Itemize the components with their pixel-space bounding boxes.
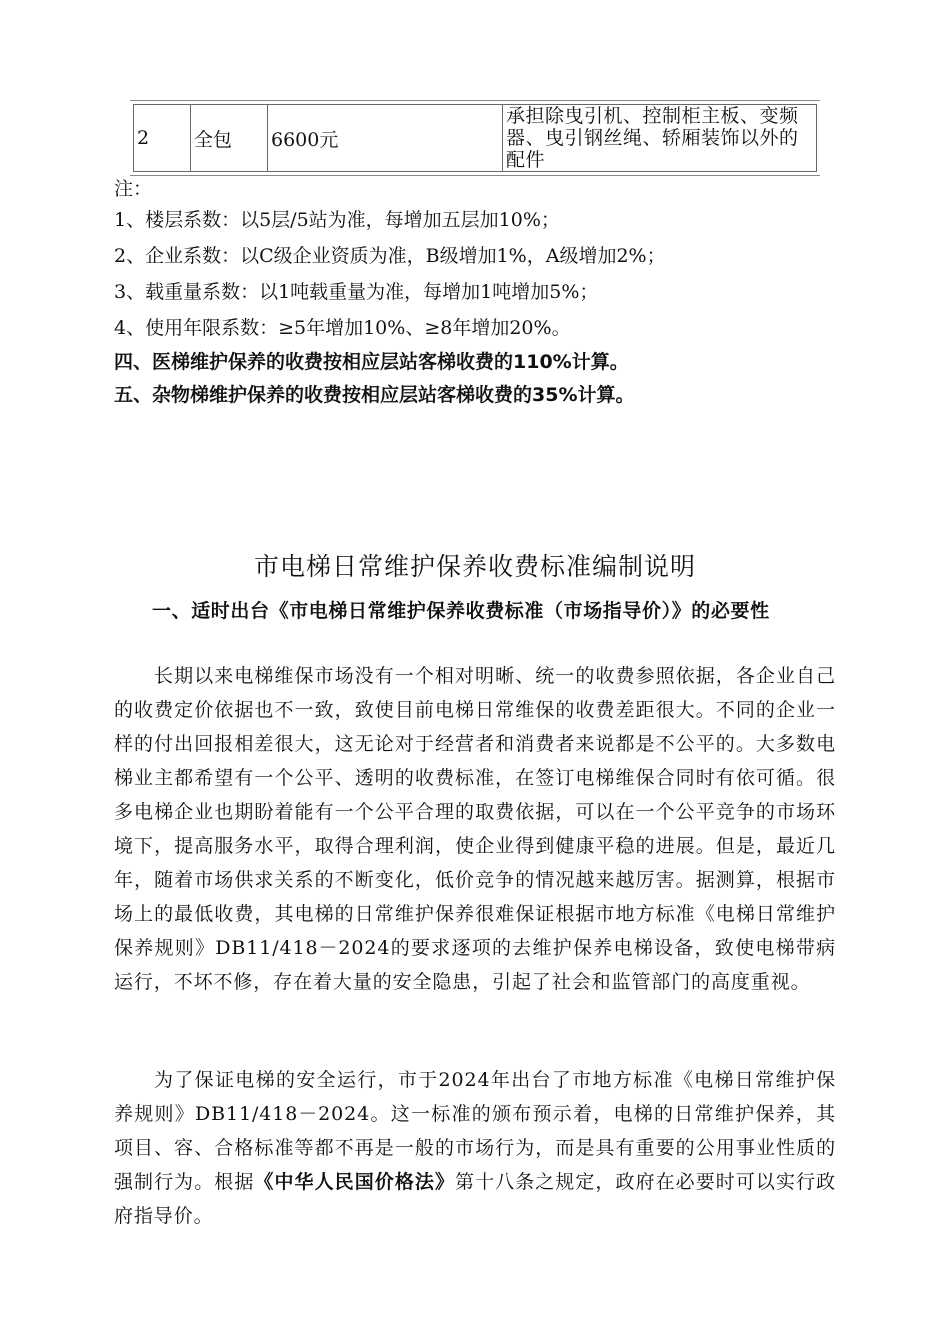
paragraph-text: 为了保证电梯的安全运行，市于2024年出台了市地方标准《电梯日常维护保养规则》DB11/418－2024。这一标准的颁布预示着，电梯的日常维护保养，其项目、容、合格标准等都不再是一般的市场行为，而是具有重要的公用事业性质的强制行为。根据 (114, 1069, 836, 1193)
table-row (133, 104, 817, 172)
note-item: 1、楼层系数：以5层/5站为准，每增加五层加10%； (114, 209, 560, 231)
rule-line: 五、杂物梯维护保养的收费按相应层站客梯收费的35%计算。 (114, 384, 635, 406)
paragraph-text: 第十八条之规定，政府在必要时可以实行政府指导价。 (114, 1171, 836, 1227)
section-heading: 一、适时出台《市电梯日常维护保养收费标准（市场指导价）》的必要性 (152, 600, 770, 622)
notes-title: 注： (114, 178, 153, 200)
body-paragraph: 长期以来电梯维保市场没有一个相对明晰、统一的收费参照依据，各企业自己的收费定价依据也不一致，致使目前电梯日常维保的收费差距很大。不同的企业一样的付出回报相差很大，这无论对于经营者和消费者来说都是不公平的。大多数电梯业主都希望有一个公平、透明的收费标准，在签订电梯维保合同时有依可循。很多电梯企业也期盼着能有一个公平合理的取费依据，可以在一个公平竞争的市场环境下，提高服务水平，取得合理利润，使企业得到健康平稳的进展。但是，最近几年，随着市场供求关系的不断变化，低价竞争的情况越来越厉害。据测算，根据市场上的最低收费，其电梯的日常维护保养很难保证根据市地方标准《电梯日常维护保养规则》DB11/418－2024的要求逐项的去维护保养电梯设备，致使电梯带病运行，不坏不修，存在着大量的安全隐患，引起了社会和监管部门的高度重视。 (114, 665, 836, 993)
body-paragraph (114, 1063, 836, 1233)
law-title: 《中华人民国价格法》 (254, 1171, 456, 1193)
fee-table (130, 100, 820, 176)
note-item: 4、使用年限系数：≥5年增加10%、≥8年增加20%。 (114, 317, 571, 339)
service-price: 6600元 (268, 105, 503, 171)
note-item: 2、企业系数：以C级企业资质为准，B级增加1%，A级增加2%； (114, 245, 666, 267)
rule-line: 四、医梯维护保养的收费按相应层站客梯收费的110%计算。 (114, 351, 629, 373)
service-description: 承担除曳引机、控制柜主板、变频器、曳引钢丝绳、轿厢装饰以外的配件 (506, 105, 799, 171)
notes-section (114, 176, 844, 412)
row-number: 2 (134, 105, 191, 171)
document-title: 市电梯日常维护保养收费标准编制说明 (253, 552, 696, 581)
service-type: 全包 (191, 105, 268, 171)
note-item: 3、载重量系数：以1吨载重量为准，每增加1吨增加5%； (114, 281, 599, 303)
